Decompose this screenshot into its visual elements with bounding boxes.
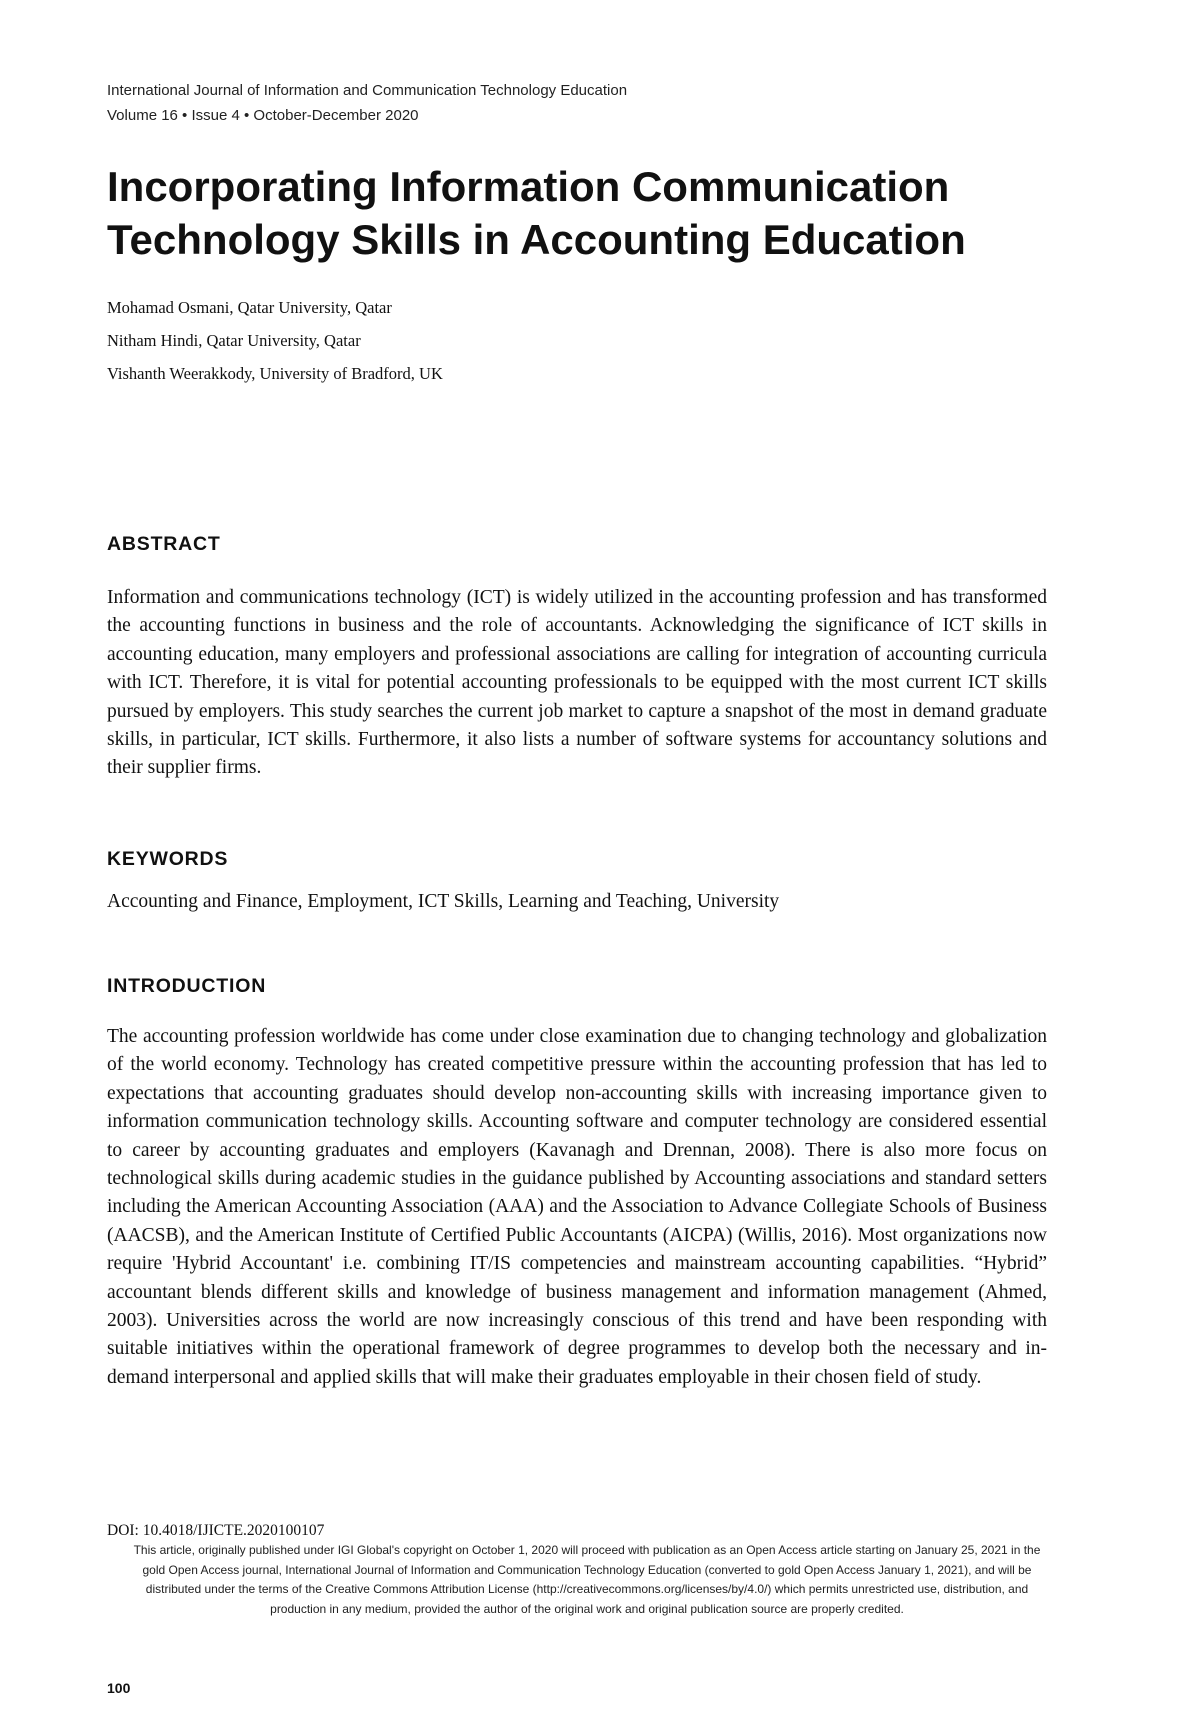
- keywords-text: Accounting and Finance, Employment, ICT Skills, Learning and Teaching, University: [107, 891, 780, 912]
- page-number: 100: [107, 1680, 131, 1696]
- introduction-text: The accounting profession worldwide has come under close examination due to changing technology and globalization of the world economy. Technology has created competitive pressure within the accounting profession that has led to expectations that accounting graduates should develop non-accounting skills with increasing importance given to information communication technology skills. Accounting software and computer technology are considered essential to career by accounting graduates and employers (Kavanagh and Drennan, 2008). There is also more focus on technological skills during academic studies in the guidance published by Accounting associations and standard setters including the American Accounting Association (AAA) and the Association to Advance Collegiate Schools of Business (AACSB), and the American Institute of Certified Public Accountants (AICPA) (Willis, 2016). Most organizations now require 'Hybrid Accountant' i.e. combining IT/IS competencies and mainstream accounting capabilities. “Hybrid” accountant blends different skills and knowledge of business management and information management (Ahmed, 2003). Universities across the world are now increasingly conscious of this trend and have been responding with suitable initiatives within the operational framework of degree programmes to develop both the necessary and in-demand interpersonal and applied skills that will make their graduates employable in their chosen field of study.: [107, 1026, 1047, 1388]
- article-title-line-2: Technology Skills in Accounting Education: [107, 216, 966, 263]
- author-list: [107, 291, 1007, 390]
- keywords-heading: KEYWORDS: [107, 848, 229, 870]
- introduction-heading: INTRODUCTION: [107, 975, 267, 997]
- journal-header: [107, 78, 1007, 128]
- author-3: Vishanth Weerakkody, University of Bradford, UK: [107, 364, 443, 383]
- article-title: [107, 160, 1067, 266]
- author-1: Mohamad Osmani, Qatar University, Qatar: [107, 298, 392, 317]
- license-note: This article, originally published under IGI Global's copyright on October 1, 2020 will proceed with publication as an Open Access article starting on January 25, 2021 in the gold Open Access journal, International Journal of Information and Communication Technology Education (converted to gold Open Access January 1, 2021), and will be distributed under the terms of the Creative Commons Attribution License (http://creativecommons.org/licenses/by/4.0/) which permits unrestricted use, distribution, and production in any medium, provided the author of the original work and original publication source are properly credited.: [133, 1543, 1041, 1616]
- abstract-heading: ABSTRACT: [107, 533, 221, 555]
- issue-line: Volume 16 • Issue 4 • October-December 2020: [107, 107, 419, 124]
- abstract-text: Information and communications technology (ICT) is widely utilized in the accounting profession and has transformed the accounting functions in business and the role of accountants. Acknowledging the significance of ICT skills in accounting education, many employers and professional associations are calling for integration of accounting curricula with ICT. Therefore, it is vital for potential accounting professionals to be equipped with the most current ICT skills pursued by employers. This study searches the current job market to capture a snapshot of the most in demand graduate skills, in particular, ICT skills. Furthermore, it also lists a number of software systems for accountancy solutions and their supplier firms.: [107, 587, 1047, 779]
- doi: DOI: 10.4018/IJICTE.2020100107: [107, 1522, 325, 1539]
- journal-name: International Journal of Information and Communication Technology Education: [107, 82, 628, 99]
- article-title-line-1: Incorporating Information Communication: [107, 163, 950, 210]
- author-2: Nitham Hindi, Qatar University, Qatar: [107, 331, 361, 350]
